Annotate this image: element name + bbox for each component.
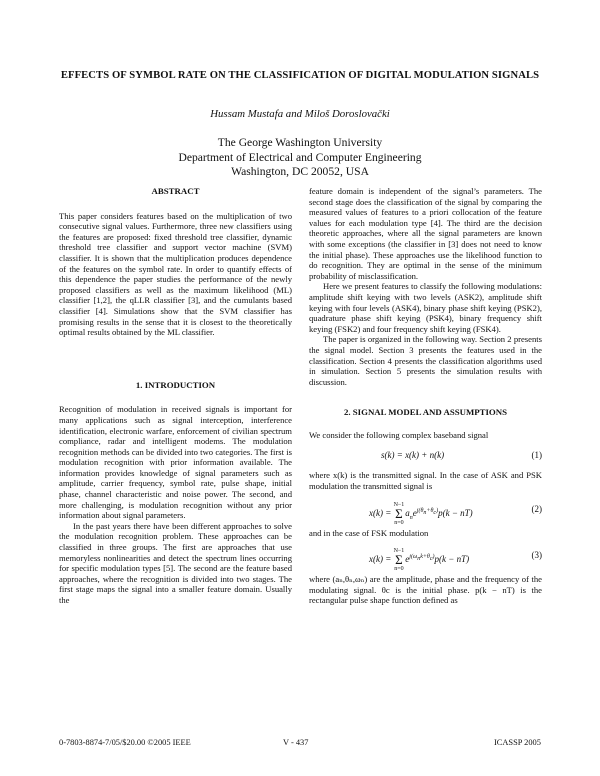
intro-paragraph-4: Here we present features to classify the following modulations: amplitude shift keying with two levels (ASK2), amplitude shift keying with four levels (ASK4), binary phase shift keying (PSK2), quadrature phase shift keying (PSK4), binary frequency shift keying (FSK2) and four frequency shift keying (FSK4).: [309, 281, 542, 334]
model-text-3: where (aₙ,θₙ,ωₙ) are the amplitude, phase and the frequency of the modulating signal. θc is the initial phase. p(k − nT) is the rectangular pulse shape function defined as: [309, 574, 542, 606]
footer-page-number: V - 437: [283, 738, 309, 747]
intro-paragraph-2: In the past years there have been different approaches to solve the modulation recognition problem. These approaches can be classified in three groups. The first are approaches that use memoryless nonlinearities and detect the spectrum lines occurring for specific modulation types [5]. The second are the feature based approaches, where the recognition is divided into two stages. The first stage maps the signal into a smaller feature domain. Usually the: [59, 520, 292, 605]
equation-3: x(k) = N−1 Σ $n=0e^{j(\omega_nk+\theta_c)}p(k - nT)$ (3): [369, 548, 542, 573]
intro-heading: 1. INTRODUCTION: [135, 379, 216, 390]
footer-copyright: 0-7803-8874-7/05/$20.00 ©2005 IEEE: [59, 738, 191, 747]
paper-title: EFFECTS OF SYMBOL RATE ON THE CLASSIFICATION OF DIGITAL MODULATION SIGNALS: [60, 70, 540, 81]
model-text-1: where x(k) is the transmitted signal. In the case of ASK and PSK modulation the transmitted signal is: [309, 470, 542, 492]
equation-2: x(k) = N−1 Σ $n=0a_ne^{j(\theta_n+\theta_c)}p(k - nT)$ (2): [369, 501, 542, 526]
authors: Hussam Mustafa and Miloš Doroslovački: [210, 108, 390, 120]
abstract-heading: ABSTRACT: [151, 186, 200, 196]
equation-1: [309, 448, 542, 468]
left-column: [59, 186, 292, 606]
intro-paragraph-3: feature domain is independent of the signal’s parameters. The second stage does the classification of the signal by comparing the measured values of features to a priori collocation of the feature values for each modulation type [4]. The third are the decision theoretic approaches, where all the signal parameters are known with some exceptions (the classifier in [3] does not need to know the initial phase). These approaches use the likelihood function to do recognition. They are optimal in the sense of the minimum probability of misclassification.: [309, 186, 542, 281]
model-text-2: and in the case of FSK modulation: [309, 527, 429, 538]
model-heading: 2. SIGNAL MODEL AND ASSUMPTIONS: [343, 407, 508, 418]
equation-1-number: (1): [531, 450, 542, 461]
affiliation: [40, 136, 560, 180]
affiliation-department: Department of Electrical and Computer Engineering: [178, 150, 422, 164]
intro-paragraph-1: Recognition of modulation in received signals is important for many applications such as signal interception, interference identification, electronic warfare, enforcement of civilian spectrum compliance, radar and intelligent modems. The modulation recognition methods can be divided into two categories. The first is modulation recognition with prior information available. The information provides knowledge of signal parameters such as amplitude, carrier frequency, symbol rate, pulse shape, initial phase, channel characteristic and noise power. The second, and more challenging, is modulation recognition without any prior information about signal parameters.: [59, 404, 292, 521]
equation-3-number: (3): [531, 550, 542, 561]
footer-conference: ICASSP 2005: [494, 738, 541, 747]
equation-1-expression: s(k) = x(k) + n(k): [381, 450, 445, 461]
affiliation-address: Washington, DC 20052, USA: [231, 165, 369, 178]
right-column: [309, 186, 542, 606]
equation-2-number: (2): [531, 503, 542, 514]
abstract-text: This paper considers features based on the multiplication of two consecutive signal values. Furthermore, three new classifiers using the features are proposed: fixed threshold tree classifier, dynamic threshold tree classifier and support vector machine (SVM) classifier. It is shown that the multiplication produces dependence of the features on the symbol rate. In order to quantify effects of this dependence the paper studies the performance of the newly proposed classifiers as well as the maximum likelihood (ML) classifier [1,2], the qLLR classifier [3], and the cumulants based classifier [4]. Simulations show that the SVM classifier has promising results in the sense that it is closest to the theoretically optimal results obtained by the ML classifier.: [59, 210, 292, 338]
model-intro: We consider the following complex baseband signal: [309, 429, 489, 440]
intro-paragraph-5: The paper is organized in the following way. Section 2 presents the signal model. Section 3 presents the features used in the classification. Section 4 presents the classification algorithms used in simulation. Section 5 presents the simulation results with discussion.: [309, 334, 542, 387]
affiliation-university: The George Washington University: [217, 136, 383, 149]
